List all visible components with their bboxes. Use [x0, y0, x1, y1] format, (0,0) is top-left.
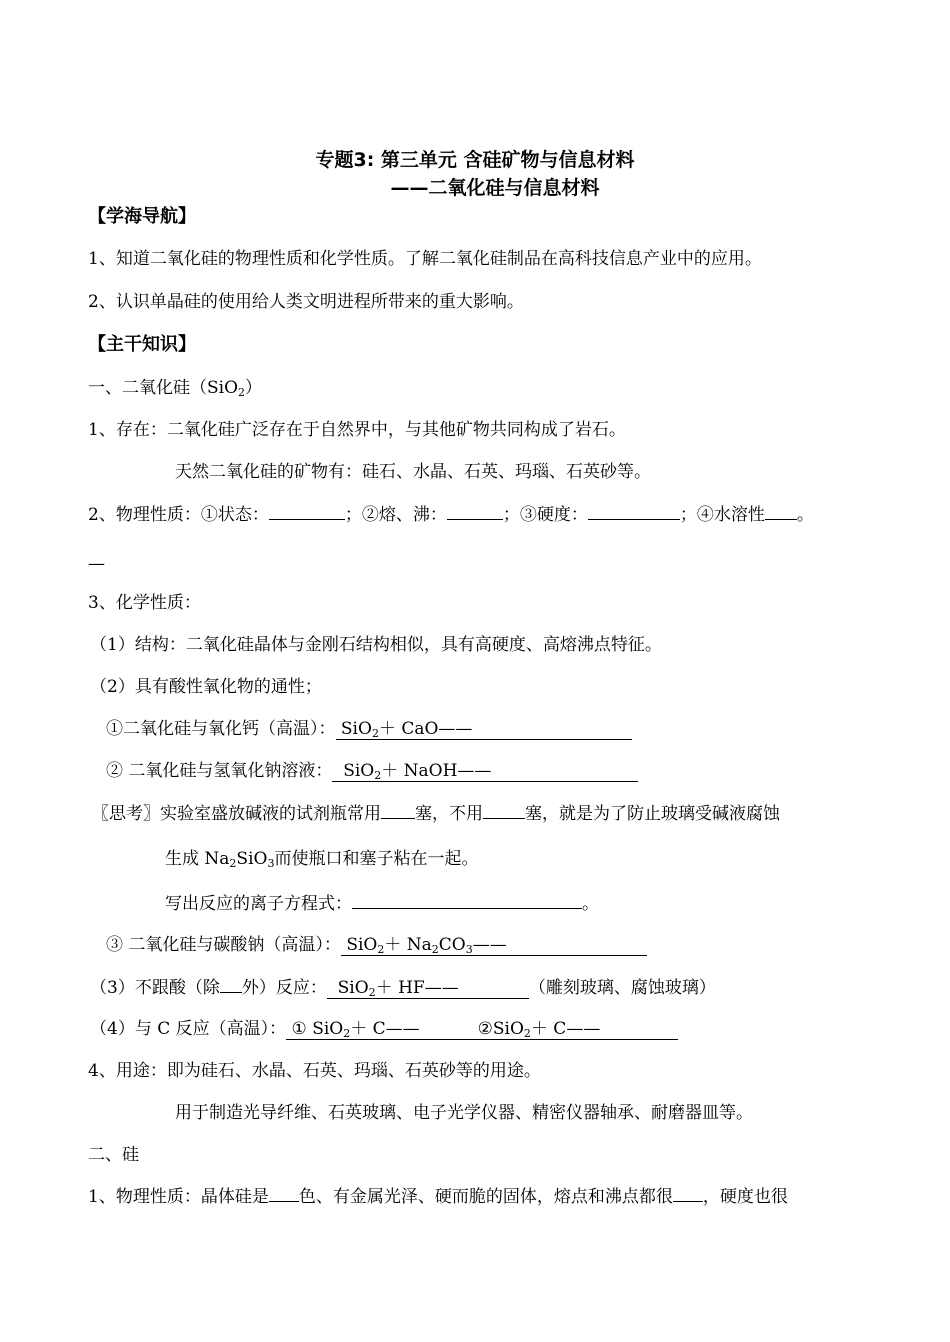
acid-exception-blank[interactable] [220, 976, 242, 993]
structure-text: （1）结构：二氧化硅晶体与金刚石结构相似，具有高硬度、高熔沸点特征。 [90, 635, 662, 655]
uses-text: 4、用途：即为硅石、水晶、石英、玛瑙、石英砂等的用途。 [88, 1061, 541, 1081]
existence-text: 1、存在：二氧化硅广泛存在于自然界中，与其他矿物共同构成了岩石。 [88, 420, 626, 440]
nav-item-1: 1、知道二氧化硅的物理性质和化学性质。了解二氧化硅制品在高科技信息产业中的应用。 [88, 249, 762, 269]
reaction-carbon: （4）与 C 反应（高温）： ① SiO$_2$＋ C—— ②SiO$_2$＋ C—— [90, 1018, 678, 1040]
reaction-na2co3: ③ 二氧化硅与碳酸钠（高温）： $SiO_2+ Na_2CO_3——$ [106, 934, 647, 956]
uses-detail: 用于制造光导纤维、石英玻璃、电子光学仪器、精密仪器轴承、耐磨器皿等。 [175, 1103, 753, 1123]
reaction-naoh-equation[interactable]: SiO$_2$＋ NaOH—— [332, 761, 638, 782]
doc-title: 专题3: 第三单元 含硅矿物与信息材料 [315, 149, 635, 171]
solubility-blank[interactable] [765, 503, 797, 520]
chemical-properties-title: 3、化学性质： [88, 593, 201, 613]
section-2-title: 二、硅 [88, 1145, 139, 1165]
reaction-hf: （3）不跟酸（除 外）反应： SiO$_2$＋ HF—— （雕刻玻璃、腐蚀玻璃） [90, 978, 716, 999]
think-line-2: 生成 $Na_2SiO_3$而使瓶口和塞子粘在一起。 [165, 849, 479, 870]
think-question: 〖思考〗实验室盛放碱液的试剂瓶常用 塞，不用 塞，就是为了防止玻璃受碱液腐蚀 [92, 804, 780, 824]
reaction-cao: ①二氧化硅与氧化钙（高温）： SiO$_2$＋ CaO—— [106, 718, 632, 740]
reaction-hf-equation[interactable]: SiO$_2$＋ HF—— [327, 978, 529, 999]
wrap-dash: — [88, 554, 105, 574]
ionic-equation-prompt: 写出反应的离子方程式： 。 [165, 894, 599, 914]
color-blank[interactable] [269, 1185, 299, 1202]
physical-properties: 2、物理性质：①状态： ；②熔、沸： ；③硬度： ；④水溶性 。 [88, 505, 814, 525]
state-blank[interactable] [269, 503, 345, 520]
ionic-equation-blank[interactable] [352, 892, 582, 909]
nav-item-2: 2、认识单晶硅的使用给人类文明进程所带来的重大影响。 [88, 292, 524, 312]
nav-heading: 【学海导航】 [88, 206, 196, 227]
silicon-physical-properties: 1、物理性质：晶体硅是 色、有金属光泽、硬而脆的固体，熔点和沸点都很 ，硬度也很 [88, 1187, 788, 1207]
reaction-naoh: ② 二氧化硅与氢氧化钠溶液： SiO$_2$＋ NaOH—— [106, 760, 638, 782]
stopper-blank-1[interactable] [381, 802, 415, 819]
reaction-carbon-equations[interactable]: ① SiO$_2$＋ C—— ②SiO$_2$＋ C—— [286, 1019, 678, 1040]
stopper-blank-2[interactable] [483, 802, 525, 819]
melting-blank[interactable] [447, 503, 503, 520]
main-heading: 【主干知识】 [88, 334, 196, 355]
acidic-oxide-text: （2）具有酸性氧化物的通性； [90, 677, 322, 697]
melting-point-blank[interactable] [673, 1185, 703, 1202]
doc-subtitle: ——二氧化硅与信息材料 [390, 177, 600, 199]
reaction-cao-equation[interactable]: SiO$_2$＋ CaO—— [336, 719, 632, 740]
minerals-text: 天然二氧化硅的矿物有：硅石、水晶、石英、玛瑙、石英砂等。 [175, 462, 651, 482]
section-1-title: 一、二氧化硅（SiO$_2$） [88, 378, 263, 399]
reaction-na2co3-equation[interactable]: $SiO_2+ Na_2CO_3——$ [341, 935, 647, 956]
hardness-blank[interactable] [588, 503, 680, 520]
